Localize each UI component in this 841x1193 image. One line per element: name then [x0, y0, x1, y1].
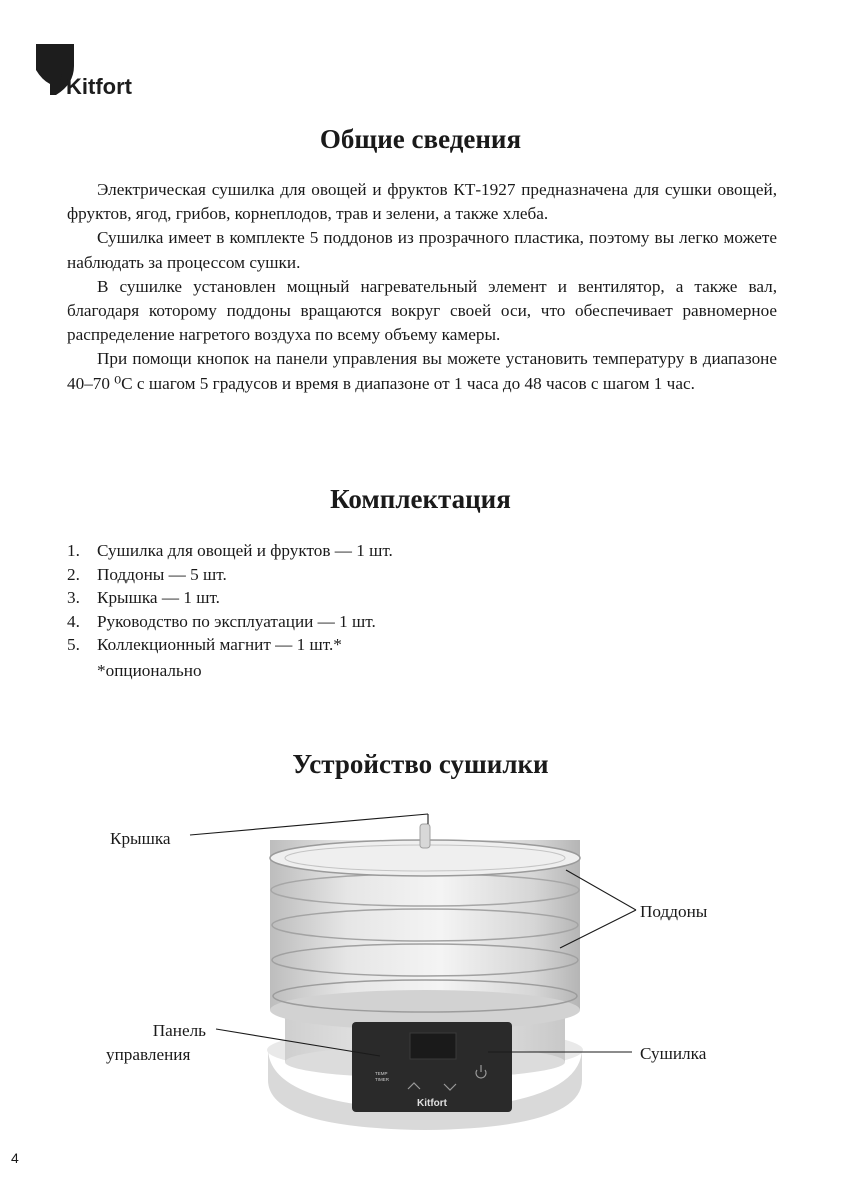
label-panel-line1: Панель — [152, 1021, 206, 1040]
list-item — [67, 586, 393, 610]
paragraph: Электрическая сушилка для овощей и фруктов КТ-1927 предназначена для сушки овощей, фруктов, ягод, грибов, корнеплодов, трав и зелени, а также хлеба. — [67, 180, 777, 224]
dryer-trays — [270, 824, 580, 1030]
paragraph: Сушилка имеет в комплекте 5 поддонов из прозрачного пластика, поэтому вы легко можете наблюдать за процессом сушки. — [67, 228, 777, 272]
list-number: 1. — [67, 541, 80, 560]
list-text: Поддоны — 5 шт. — [97, 564, 227, 584]
list-item — [67, 610, 393, 634]
dryer-illustration — [0, 800, 841, 1140]
label-dryer: Сушилка — [640, 1044, 707, 1063]
panel-timer-text: TIMER — [375, 1077, 389, 1082]
list-text: Руководство по эксплуатации — 1 шт. — [97, 611, 376, 631]
list-number: 3. — [67, 588, 80, 608]
page-number: 4 — [11, 1150, 19, 1166]
list-text: Коллекционный магнит — 1 шт.* — [97, 635, 342, 655]
list-number: 4. — [67, 611, 80, 631]
label-trays: Поддоны — [640, 902, 708, 921]
panel-brand: Kitfort — [417, 1098, 447, 1109]
list-item — [67, 563, 393, 587]
control-panel — [352, 1022, 512, 1112]
general-info-text — [67, 178, 777, 396]
section-title-contents: Комплектация — [330, 484, 511, 514]
lid-leader — [190, 814, 428, 835]
contents-list — [67, 539, 393, 657]
label-panel-line2: управления — [106, 1045, 191, 1064]
kitfort-logo — [36, 44, 146, 100]
section-title-general: Общие сведения — [319, 124, 522, 154]
list-item — [67, 633, 393, 657]
label-lid: Крышка — [110, 829, 171, 848]
paragraph: При помощи кнопок на панели управления вы можете установить температуру в диапазоне 40–70 ⁰С с шагом 5 градусов и время в диапазоне от 1 часа до 48 часов с шагом 1 час. — [67, 349, 777, 393]
optional-note: *опционально — [97, 661, 202, 680]
logo-wordmark: Kitfort — [66, 74, 132, 99]
list-item — [67, 539, 393, 563]
section-title-device: Устройство сушилки — [292, 749, 549, 779]
list-number: 5. — [67, 635, 80, 655]
paragraph: В сушилке установлен мощный нагревательный элемент и вентилятор, а также вал, благодаря которому поддоны вращаются вокруг своей оси, что обеспечивает равномерное распределение нагретого воздуха по всему объему камеры. — [67, 276, 777, 345]
list-text: Сушилка для овощей и фруктов — 1 шт. — [97, 541, 393, 560]
list-text: Крышка — 1 шт. — [97, 588, 220, 608]
list-number: 2. — [67, 564, 80, 584]
panel-temp-text: TEMP — [375, 1071, 388, 1076]
